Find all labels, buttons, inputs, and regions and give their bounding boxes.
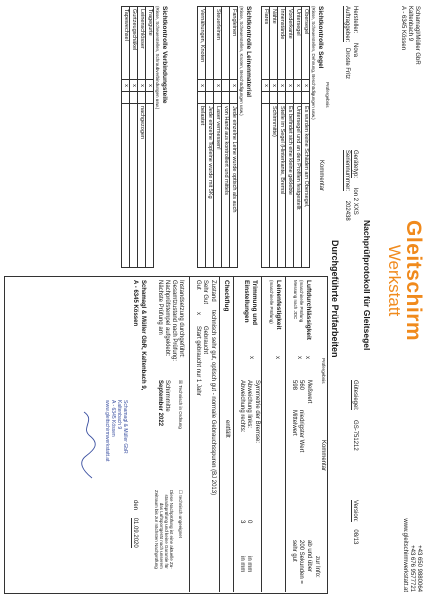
- segel-check: x: [294, 80, 302, 92]
- segel-label: Nähte: [270, 7, 278, 80]
- symmetrie-label: Symmetrie der Bremse:: [254, 380, 260, 444]
- sehr-gut-label: Sehr Gut: [202, 280, 208, 305]
- verbindung-comment: [130, 104, 138, 268]
- segel-label: Untersegel: [294, 7, 302, 80]
- logo: [386, 220, 424, 341]
- messwert-label: Meßwert: [306, 380, 312, 404]
- note-4: Zeitraum bis zur nächsten Nachprüfung: [154, 490, 159, 569]
- leinen-label: [206, 7, 214, 80]
- right-pruefergebnis: Prüfergebnis: [321, 358, 326, 384]
- leinen-table: [197, 6, 238, 268]
- segel-check-2: [270, 92, 278, 104]
- abw-rechts-label: Abweichung rechts:: [239, 380, 245, 433]
- luft-x1: x: [304, 356, 310, 359]
- leinen-label: Fangleinen: [230, 7, 238, 80]
- segel-label: Innenstände: [278, 7, 286, 80]
- leinen-comment: Laser vermessen!: [214, 104, 222, 268]
- divider-4: [219, 276, 220, 592]
- leinen-check: x: [198, 80, 206, 92]
- verbindung-check: x: [138, 80, 146, 92]
- bew-value-2: Schirmmitte: [164, 380, 170, 412]
- info-3: sehr gut: [291, 540, 297, 562]
- verbindung-check-2: [138, 92, 146, 104]
- leinen-check-2: [230, 92, 238, 104]
- trimm-title-2: Einstellungen: [243, 280, 250, 323]
- stamp-line-4: www.gleitschirmwerkstatt.at: [104, 400, 110, 462]
- divider-5: [189, 276, 190, 592]
- segel-row: [270, 7, 278, 268]
- gut-x: x: [195, 312, 201, 315]
- verbindung-row: [130, 7, 138, 268]
- verbindung-row: [138, 7, 146, 268]
- segel-comment: [262, 104, 270, 268]
- company-stamp: [104, 400, 128, 461]
- leinen-check: x: [214, 80, 222, 92]
- abw-rechts-value: 3: [239, 520, 245, 524]
- luft-sub1: (maschinelle Prüfung: [299, 280, 304, 323]
- bewertung-4: Nächste Prüfung am: [157, 280, 163, 335]
- leinen-check: [206, 80, 214, 92]
- verbindung-check-2: [146, 92, 154, 104]
- verbindung-desc: (Risse, Scheuerstellen, Schraubverbindungen usw.): [155, 6, 160, 110]
- gueteseigel-value: GS-751212: [352, 420, 358, 451]
- reiss-title: Leinenfestigkeit: [275, 280, 282, 330]
- company-city: A - 6345 Kössen: [400, 6, 406, 51]
- geraetetyp-value: Ion 2 XXS: [352, 187, 358, 215]
- auftraggeber-value: Droste Fritz: [344, 48, 350, 80]
- segel-row: [262, 7, 270, 268]
- firm-line-1: Schamagl & Müller GbR, Kaltenbach 9,: [140, 280, 146, 391]
- hersteller-label: Hersteller:: [352, 6, 358, 34]
- stamp-line-3: A - 6345 Kössen: [110, 400, 116, 437]
- seriennummer-label: Seriennummer:: [344, 150, 350, 192]
- leinen-row: [222, 7, 230, 268]
- verbindung-comment: [146, 104, 154, 268]
- segel-row: [286, 7, 294, 268]
- abw-links-value: 0: [246, 520, 252, 524]
- leinen-row: [214, 7, 222, 268]
- leinen-comment: belastet: [198, 104, 206, 268]
- segel-comment: Es befindet sich eine kleine geklebte: [286, 104, 294, 268]
- stamp-line-1: Schamagl & Müller GbR: [122, 400, 128, 454]
- segel-desc: (Risse, Scheuerstellen, Dehnung, Beschädigungen usw.): [311, 6, 316, 120]
- verbindung-check-2: [130, 92, 138, 104]
- check-value: entfällt: [224, 420, 230, 438]
- divider-3: [233, 276, 234, 592]
- right-kommentar: Kommentar: [320, 440, 326, 472]
- datum-value: 01.09.2020: [132, 517, 138, 548]
- verbindung-check-2: [122, 92, 130, 104]
- verbindung-label: Leinenschlösser: [138, 7, 146, 80]
- trimm-title: Trimmung und: [251, 280, 258, 326]
- verbindung-row: [122, 7, 130, 268]
- leinen-comment: von Hand aus kontrolliert und mittels: [222, 104, 230, 268]
- nicht-ok-checkbox[interactable]: ☐: [178, 490, 183, 495]
- info-2: 200 Sekunden =: [298, 540, 304, 584]
- bewertung-1: Instandsetzung durchgeführt:: [178, 280, 184, 358]
- website: www.gleitschirmwerkstatt.at: [402, 518, 408, 592]
- phone-2: +43 676 9577721: [409, 545, 415, 592]
- geraetetyp-label: Gerätetyp:: [352, 150, 358, 179]
- leinen-comment: Jede einzelne Topleine wurde mit 5Kg: [206, 104, 214, 268]
- segel-check: x: [286, 80, 294, 92]
- segel-check-2: [286, 92, 294, 104]
- leinen-check: [222, 80, 230, 92]
- leinen-title: Sichtkontrolle Leinenmaterial: [245, 6, 252, 98]
- note-3: das Luftsportgerät nach unserem: [159, 502, 164, 569]
- segel-row: [302, 7, 310, 268]
- messwert-v2: 598: [291, 380, 297, 391]
- nicht-ok-checkbox-label: [178, 490, 183, 538]
- datum-row: [131, 500, 138, 548]
- segel-check: x: [270, 80, 278, 92]
- leinen-row: [198, 7, 206, 268]
- note: [154, 490, 174, 569]
- ok-label: Technisch in Ordnung: [178, 385, 183, 429]
- segel-label: Obersegel: [302, 7, 310, 80]
- verbindung-label: Tragegurte: [146, 7, 154, 80]
- reiss-x: x: [274, 356, 280, 359]
- unit-1: in mm: [246, 556, 252, 573]
- segel-kommentar-header: Kommentar: [318, 160, 324, 192]
- zur-info: zur Info:: [314, 556, 320, 578]
- auftraggeber-label: Auftraggeber:: [344, 6, 350, 43]
- verbindung-comment: [122, 104, 130, 268]
- section-subtitle: Durchgeführte Prüfarbeiten: [330, 240, 340, 358]
- leinen-row: [230, 7, 238, 268]
- trimm-x: x: [248, 356, 254, 359]
- company-name: Schamagl/Müller GbR: [414, 6, 420, 65]
- segel-check: x: [262, 80, 270, 92]
- segel-check: x: [302, 80, 310, 92]
- unit-2: in mm: [239, 556, 245, 573]
- leinen-check-2: [222, 92, 230, 104]
- leinen-comment: Jede einzelne Leine wurde optisch als auch: [230, 104, 238, 268]
- verbindung-label: Gurtzeugschäkel: [130, 7, 138, 80]
- gueteseigel-row: [351, 380, 358, 451]
- reiss-sub: (maschinelle Prüfung): [269, 280, 274, 324]
- leinen-row: [206, 7, 214, 268]
- page-title: Nachprüfprotokoll für Gleitsegel: [362, 220, 372, 351]
- verbindung-comment: nachgezogen: [138, 104, 146, 268]
- bew-value-3: September 2022: [157, 380, 163, 427]
- version-value: 08/13: [352, 529, 358, 545]
- segel-check-2: [262, 92, 270, 104]
- luft-title: Luftdurchlässigkeit: [305, 280, 312, 340]
- segel-row: [294, 7, 302, 268]
- leinen-check: x: [230, 80, 238, 92]
- abw-links-label: Abweichung links:: [246, 380, 252, 429]
- signature: [78, 410, 98, 480]
- phone-1: +43 650 9880064: [416, 545, 422, 592]
- datum-label: den: [132, 500, 138, 511]
- leinen-check-2: [214, 92, 222, 104]
- segel-title: Sichtkontrolle Segel: [317, 6, 324, 69]
- hersteller-value: Nova: [352, 43, 358, 58]
- note-1: Diese Nachprüfung ist eine aktuelle Zu-: [169, 490, 174, 569]
- verbindung-title: Sichtkontrolle Verbindungsteile: [161, 6, 168, 104]
- mittelwert-label: Mittelwert: [291, 410, 297, 436]
- segel-check-2: [294, 92, 302, 104]
- segel-check: x: [278, 80, 286, 92]
- stamp-line-2: Kaltenbach 9: [116, 400, 122, 430]
- leinen-check-2: [206, 92, 214, 104]
- leinen-label: Steuerleinen: [214, 7, 222, 80]
- company-address: [399, 6, 420, 65]
- verbindung-label: Tapewechsel: [122, 7, 130, 80]
- segel-label: Flares: [262, 7, 270, 80]
- luft-x2: x: [296, 356, 302, 359]
- segel-comment: Schirmmitte): [270, 104, 278, 268]
- segel-check-2: [278, 92, 286, 104]
- segel-comment: Stelle im Segel (Hinterkante, Bremsl: [278, 104, 286, 268]
- seriennummer-value: 202438: [344, 200, 350, 221]
- divider-2: [261, 276, 262, 592]
- gueteseigel-label: Gütesiegel:: [352, 380, 358, 411]
- hersteller-row: [351, 6, 358, 57]
- company-contact: [401, 518, 422, 592]
- nicht-ok-label: technisch ungeeignet: [178, 495, 183, 538]
- logo-word: Gleitschirm: [402, 220, 425, 342]
- luft-sub2: Messung nach JDC: [293, 280, 298, 320]
- firm-line-2: A - 6345 Kössen: [132, 280, 138, 327]
- gebraucht-label: Gebraucht: [202, 326, 208, 355]
- seriennummer-row: [343, 150, 350, 221]
- bewertung-3: Nachprüfstempel aufgeklebt:: [164, 280, 170, 357]
- segel-check-2: [302, 92, 310, 104]
- messwert-v1: 560: [298, 380, 304, 391]
- segel-comment: Untersegel und an den Profilen festgestellt: [294, 104, 302, 268]
- verbindung-check: x: [122, 80, 130, 92]
- auftraggeber-row: [343, 6, 350, 79]
- verbindung-table: [121, 6, 154, 268]
- zustand-text: technisch sehr gut, optisch gut - normale Gebrauchsspuren (BJ 2013): [210, 310, 216, 496]
- segel-label: Vorderkante: [286, 7, 294, 80]
- segel-table: [261, 6, 310, 268]
- info-1: ab und über: [306, 540, 312, 573]
- ok-checkbox[interactable]: ☒: [178, 380, 183, 385]
- start-label: Start gebraucht nur 1 Jahr: [195, 326, 201, 396]
- ok-checkbox-label: [178, 380, 183, 429]
- leinen-check-2: [198, 92, 206, 104]
- logo-sub: Werkstatt: [385, 244, 404, 317]
- segel-pruefergebnis: Prüfergebnis: [325, 82, 330, 108]
- segel-row: [278, 7, 286, 268]
- divider-1: [285, 276, 286, 592]
- segel-comment: Es wurden keine Schäden am Obersegel,: [302, 104, 310, 268]
- niedrigster-label: niedrigster Wert: [298, 410, 304, 453]
- verbindung-check: x: [130, 80, 138, 92]
- leinen-desc: (Risse, Scheuerstellen, Knoten, Beschädigungen usw.): [239, 6, 244, 116]
- leinen-label: [222, 7, 230, 80]
- gut-label: Gut: [195, 280, 201, 290]
- zustand-label: Zustand: [210, 280, 216, 302]
- company-street: Kaltenbach 9: [407, 6, 413, 42]
- leinen-label: Vernähungen, Knoten: [198, 7, 206, 80]
- verbindung-row: [146, 7, 154, 268]
- geraetetyp-row: [351, 150, 358, 215]
- bewertung-2: Gesamtzustand nach Prüfung:: [171, 280, 177, 362]
- version-row: [351, 500, 358, 544]
- verbindung-check: x: [146, 80, 154, 92]
- version-label: Version:: [352, 500, 358, 522]
- note-2: standsprüfung und keine Garantie für: [164, 494, 169, 569]
- check-title: Checkflug: [223, 280, 230, 312]
